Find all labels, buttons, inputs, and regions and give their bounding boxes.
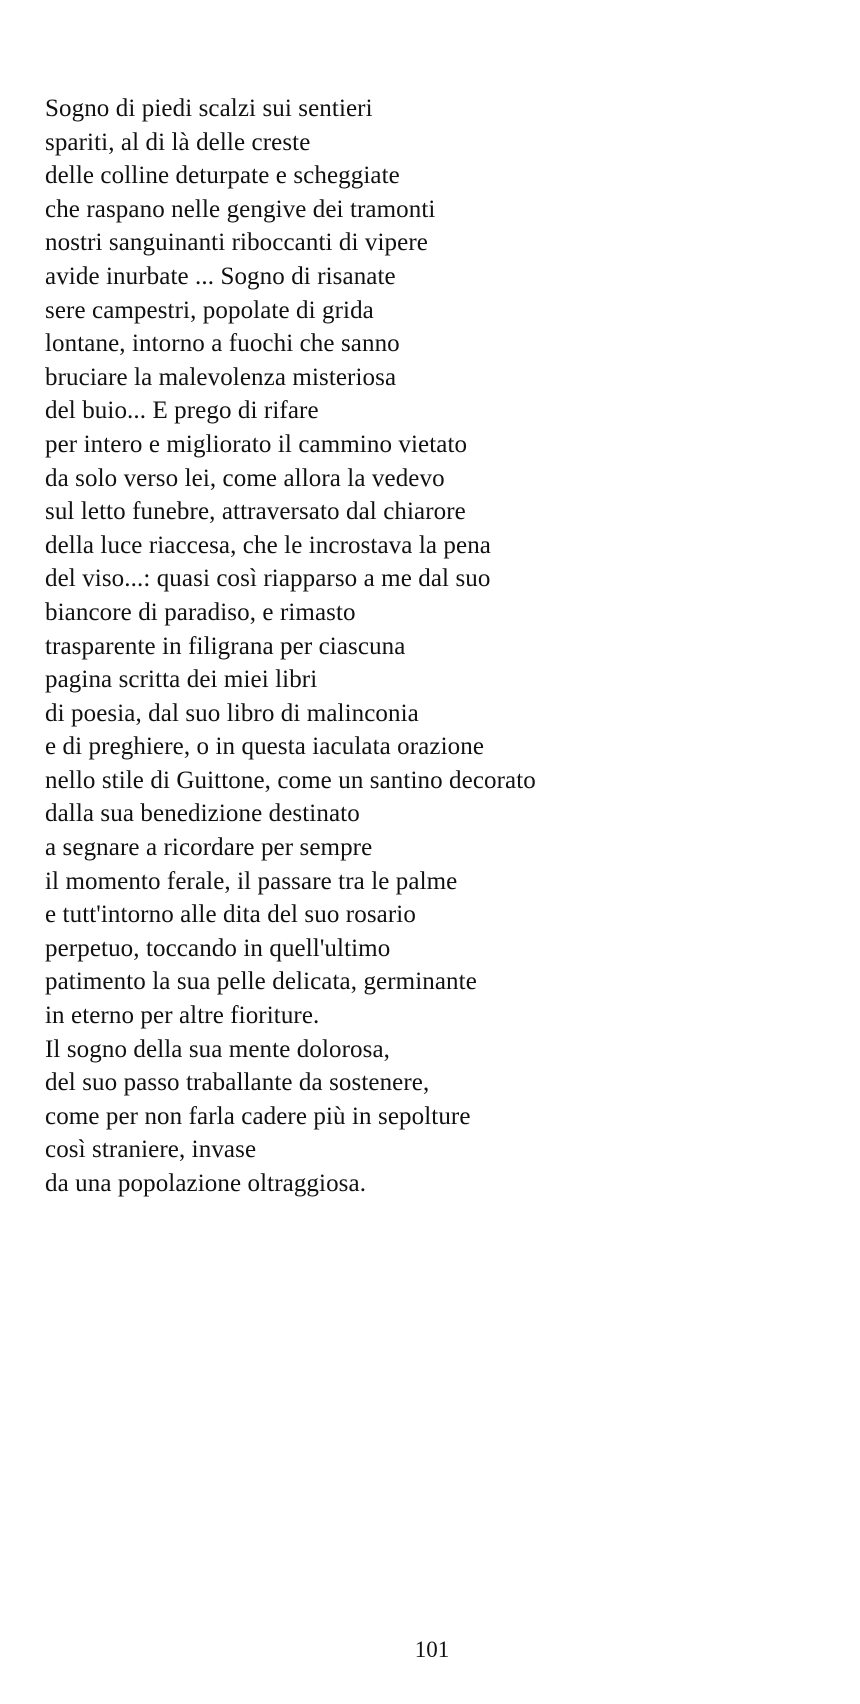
poem-line: del suo passo traballante da sostenere, (45, 1069, 430, 1097)
poem-line: nostri sanguinanti riboccanti di vipere (45, 229, 428, 257)
poem-line: della luce riaccesa, che le incrostava la pena (45, 531, 492, 559)
poem-line: delle colline deturpate e scheggiate (45, 162, 400, 190)
poem-line: spariti, al di là delle creste (45, 128, 311, 156)
poem-line: in eterno per altre fioriture. (45, 1002, 320, 1030)
poem-line: del buio... E prego di rifare (45, 397, 319, 425)
poem-line: come per non farla cadere più in sepolture (45, 1102, 471, 1130)
poem-line: del viso...: quasi così riapparso a me dal suo (45, 565, 491, 593)
poem-line: sul letto funebre, attraversato dal chiarore (45, 498, 466, 526)
poem-line: patimento la sua pelle delicata, germinante (45, 968, 477, 996)
poem-line: bruciare la malevolenza misteriosa (45, 363, 397, 391)
page-number: 101 (414, 1637, 450, 1662)
poem-line: lontane, intorno a fuochi che sanno (45, 330, 400, 358)
poem-line: da una popolazione oltraggiosa. (45, 1170, 367, 1197)
poem-line: sere campestri, popolate di grida (45, 296, 374, 324)
poem-line: pagina scritta dei miei libri (45, 666, 318, 694)
poem-line: a segnare a ricordare per sempre (45, 834, 373, 862)
poem-line: avide inurbate ... Sogno di risanate (45, 262, 396, 290)
poem-line: così straniere, invase (45, 1136, 257, 1164)
poem-line: il momento ferale, il passare tra le palme (45, 867, 458, 895)
poem-line: e di preghiere, o in questa iaculata orazione (45, 733, 485, 761)
poem-line: nello stile di Guittone, come un santino decorato (45, 766, 536, 794)
poem-line: Sogno di piedi scalzi sui sentieri (45, 95, 373, 122)
poem-line: biancore di paradiso, e rimasto (45, 598, 356, 626)
poem-line: per intero e migliorato il cammino vietato (45, 430, 468, 458)
poem-line: che raspano nelle gengive dei tramonti (45, 195, 436, 223)
poem-body (45, 92, 825, 1201)
poem-line: Il sogno della sua mente dolorosa, (45, 1035, 390, 1063)
poem-line: di poesia, dal suo libro di malinconia (45, 699, 419, 727)
poem-line: da solo verso lei, come allora la vedevo (45, 464, 445, 492)
poem-line: trasparente in filigrana per ciascuna (45, 632, 406, 660)
poem-line: dalla sua benedizione destinato (45, 800, 360, 828)
poem-line: e tutt'intorno alle dita del suo rosario (45, 901, 416, 929)
poem-line: perpetuo, toccando in quell'ultimo (45, 934, 391, 962)
